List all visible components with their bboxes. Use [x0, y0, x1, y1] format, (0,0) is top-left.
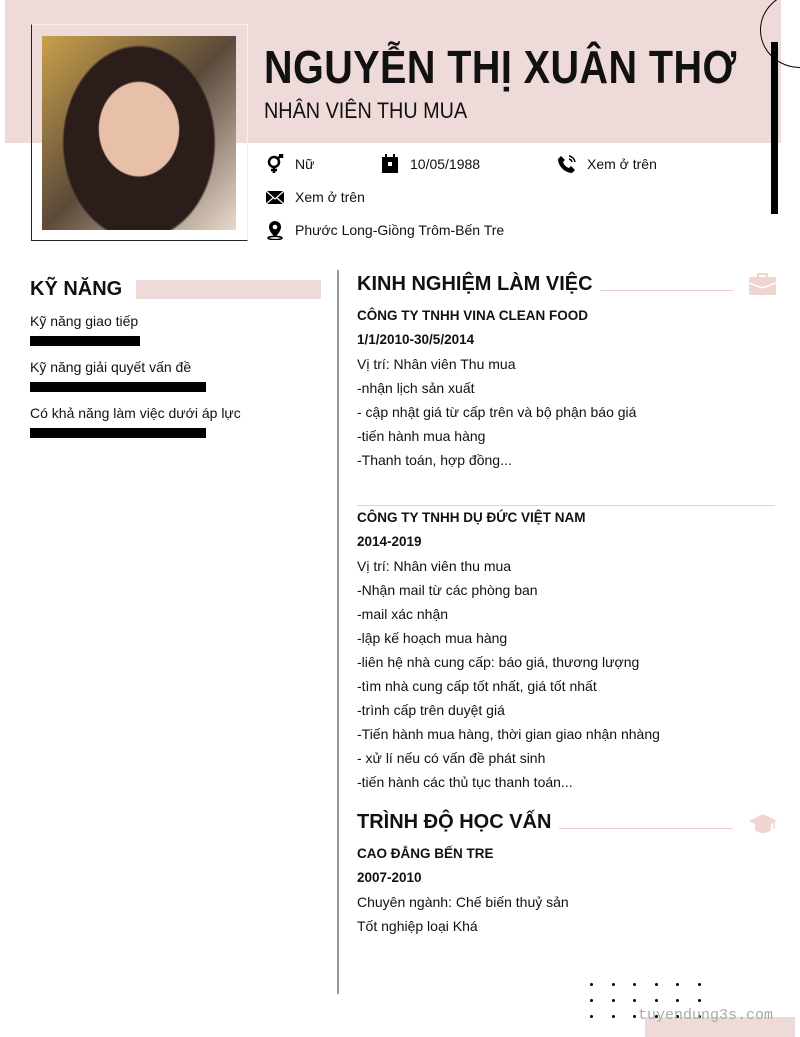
job-line: -nhận lịch sản xuất: [357, 380, 475, 396]
job-period: 1/1/2010-30/5/2014: [357, 332, 475, 347]
job-line: -tiến hành các thủ tục thanh toán...: [357, 774, 573, 790]
address-info: [265, 220, 504, 240]
phone-icon: [557, 154, 577, 174]
job-entry: [357, 304, 777, 472]
education-period: 2007-2010: [357, 870, 422, 885]
location-pin-icon: [265, 220, 285, 240]
phone-info: [557, 154, 657, 174]
address-value: Phước Long-Giồng Trôm-Bến Tre: [295, 222, 505, 238]
column-divider: [337, 270, 339, 994]
envelope-icon: [265, 187, 285, 207]
skill-level-bar: [30, 428, 206, 438]
skill-level-bar: [30, 336, 140, 346]
watermark: tuyendung3s.com: [638, 1007, 774, 1024]
job-line: -tiến hành mua hàng: [357, 428, 486, 444]
candidate-name: NGUYỄN THỊ XUÂN THƠ: [264, 41, 737, 93]
gender-icon: [265, 154, 285, 174]
education-entry: [357, 842, 777, 938]
skill-item: [30, 313, 330, 359]
heading-rule: [600, 290, 733, 291]
job-line: -Nhận mail từ các phòng ban: [357, 582, 538, 598]
job-period: 2014-2019: [357, 534, 422, 549]
email-info: [265, 187, 365, 207]
email-value: Xem ở trên: [295, 189, 365, 205]
gender-info: [265, 154, 314, 174]
education-heading: TRÌNH ĐỘ HỌC VẤN: [357, 811, 552, 833]
job-line: -lập kế hoạch mua hàng: [357, 630, 508, 646]
education-line: Tốt nghiệp loại Khá: [357, 918, 478, 934]
job-line: -trình cấp trên duyệt giá: [357, 702, 505, 718]
job-line: -tìm nhà cung cấp tốt nhất, giá tốt nhất: [357, 678, 597, 694]
birthday-value: 10/05/1988: [410, 156, 481, 172]
phone-value: Xem ở trên: [587, 156, 657, 172]
graduation-cap-icon: [749, 812, 777, 834]
job-line: -liên hệ nhà cung cấp: báo giá, thương lượng: [357, 654, 640, 670]
company-name: CÔNG TY TNHH VINA CLEAN FOOD: [357, 308, 589, 323]
job-line: -Thanh toán, hợp đồng...: [357, 452, 512, 468]
skill-label: Kỹ năng giải quyết vấn đề: [30, 359, 192, 375]
skill-item: [30, 359, 330, 405]
job-line: Vị trí: Nhân viên Thu mua: [357, 356, 516, 372]
education-line: Chuyên ngành: Chế biến thuỷ sản: [357, 894, 569, 910]
experience-heading: KINH NGHIỆM LÀM VIỆC: [357, 273, 593, 295]
skills-heading: KỸ NĂNG: [30, 278, 123, 300]
company-name: CÔNG TY TNHH DỤ ĐỨC VIỆT NAM: [357, 510, 586, 525]
job-line: - xử lí nếu có vấn đề phát sinh: [357, 750, 546, 766]
briefcase-icon: [749, 273, 776, 295]
calendar-icon: [380, 154, 400, 174]
heading-accent-bar: [136, 280, 321, 299]
profile-photo: [42, 36, 236, 230]
heading-rule: [559, 828, 733, 829]
skill-level-bar: [30, 382, 206, 392]
skill-label: Kỹ năng giao tiếp: [30, 313, 139, 329]
job-line: Vị trí: Nhân viên thu mua: [357, 558, 512, 574]
decorative-bar: [771, 42, 778, 214]
job-title: NHÂN VIÊN THU MUA: [264, 98, 468, 123]
skill-item: [30, 405, 330, 451]
skill-label: Có khả năng làm việc dưới áp lực: [30, 405, 241, 421]
skills-list: [30, 313, 330, 451]
gender-value: Nữ: [295, 156, 315, 172]
birthday-info: [380, 154, 480, 174]
job-entry: [357, 506, 777, 794]
school-name: CAO ĐẲNG BẾN TRE: [357, 846, 494, 861]
job-line: -Tiến hành mua hàng, thời gian giao nhận nhàng: [357, 726, 660, 742]
job-line: - cập nhật giá từ cấp trên và bộ phận báo giá: [357, 404, 637, 420]
job-line: -mail xác nhận: [357, 606, 449, 622]
